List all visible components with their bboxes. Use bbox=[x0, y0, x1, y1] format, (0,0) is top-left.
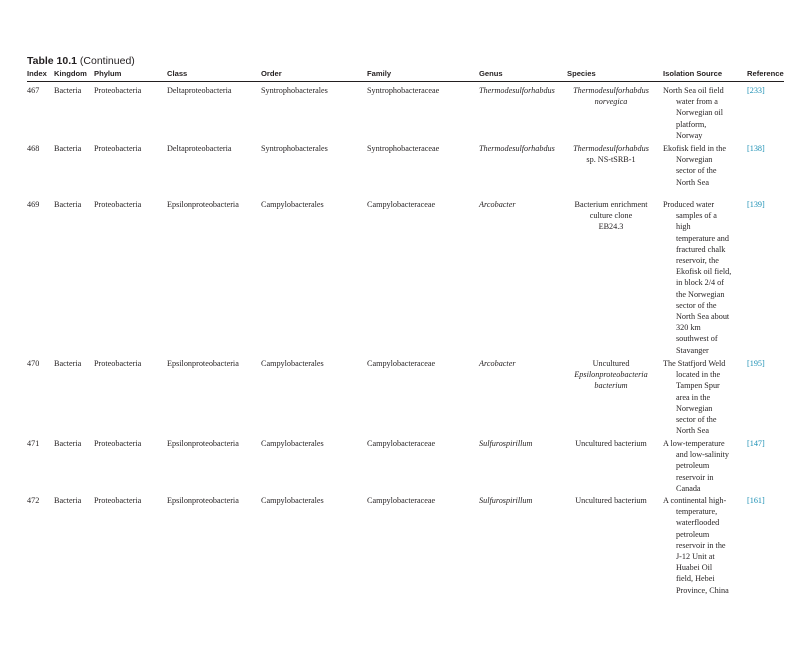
source-line: located in the bbox=[676, 370, 721, 380]
cell-order: Campylobacterales bbox=[261, 359, 324, 368]
source-line: samples of a bbox=[676, 211, 717, 221]
species-line: Bacterium enrichment bbox=[574, 200, 648, 209]
source-line: petroleum bbox=[676, 461, 710, 471]
cell-order: Syntrophobacterales bbox=[261, 144, 328, 153]
source-line: Canada bbox=[676, 483, 701, 493]
source-line: North Sea oil field bbox=[663, 86, 724, 95]
cell-family: Campylobacteraceae bbox=[367, 439, 436, 448]
species-line: Epsilonproteobacteria bbox=[574, 370, 648, 380]
species-line: Thermodesulforhabdus bbox=[573, 144, 649, 153]
table-row bbox=[27, 438, 784, 495]
table-row bbox=[27, 495, 784, 605]
cell-isolation-source bbox=[663, 358, 740, 436]
table-row bbox=[27, 358, 784, 438]
cell-kingdom: Bacteria bbox=[54, 496, 82, 505]
source-line: J-12 Unit at bbox=[676, 552, 715, 562]
source-line: Ekofisk oil field, bbox=[676, 267, 732, 277]
species-line: Uncultured bacterium bbox=[575, 496, 647, 505]
header-reference: Reference bbox=[747, 69, 784, 78]
header-species: Species bbox=[567, 69, 596, 78]
cell-order: Campylobacterales bbox=[261, 200, 324, 209]
organism-table bbox=[27, 68, 784, 595]
header-index: Index bbox=[27, 69, 47, 78]
cell-index: 471 bbox=[27, 439, 40, 448]
reference-link[interactable]: [233] bbox=[747, 86, 765, 95]
species-line: culture clone bbox=[589, 211, 633, 221]
cell-phylum: Proteobacteria bbox=[94, 439, 142, 448]
source-line: area in the bbox=[676, 392, 711, 402]
source-line: Norwegian oil bbox=[676, 108, 724, 118]
source-line: 320 km bbox=[676, 323, 701, 333]
cell-family: Campylobacteraceae bbox=[367, 200, 436, 209]
cell-index: 472 bbox=[27, 496, 40, 505]
species-line: EB24.3 bbox=[598, 222, 624, 232]
source-line: reservoir in bbox=[676, 472, 714, 482]
cell-order: Syntrophobacterales bbox=[261, 86, 328, 95]
cell-genus: Thermodesulforhabdus bbox=[479, 144, 555, 153]
species-line: norvegica bbox=[594, 97, 628, 107]
table-continued: (Continued) bbox=[79, 55, 135, 67]
header-isolation-source: Isolation Source bbox=[663, 69, 723, 78]
table-label: Table 10.1 bbox=[27, 55, 77, 67]
header-phylum: Phylum bbox=[94, 69, 122, 78]
cell-genus: Sulfurospirillum bbox=[479, 439, 533, 448]
source-line: sector of the bbox=[676, 300, 717, 310]
cell-class: Epsilonproteobacteria bbox=[167, 439, 239, 448]
cell-phylum: Proteobacteria bbox=[94, 86, 142, 95]
source-line: and low-salinity bbox=[676, 450, 729, 460]
source-line: A continental high- bbox=[663, 496, 727, 505]
source-line: reservoir, the bbox=[676, 256, 719, 266]
source-line: The Statfjord Weld bbox=[663, 359, 726, 368]
cell-family: Syntrophobacteraceae bbox=[367, 144, 440, 153]
cell-kingdom: Bacteria bbox=[54, 200, 82, 209]
cell-isolation-source bbox=[663, 438, 740, 494]
species-line: Uncultured bbox=[592, 359, 630, 368]
cell-index: 469 bbox=[27, 200, 40, 209]
cell-index: 467 bbox=[27, 86, 40, 95]
reference-link[interactable]: [139] bbox=[747, 200, 765, 209]
species-line: sp. NS-tSRB-1 bbox=[586, 155, 636, 165]
cell-family: Campylobacteraceae bbox=[367, 496, 436, 505]
header-family: Family bbox=[367, 69, 392, 78]
source-line: fractured chalk bbox=[676, 244, 726, 254]
source-line: Province, China bbox=[676, 585, 729, 595]
header-order: Order bbox=[261, 69, 282, 78]
cell-class: Epsilonproteobacteria bbox=[167, 200, 239, 209]
species-line: Uncultured bacterium bbox=[575, 439, 647, 448]
source-line: water from a bbox=[676, 97, 718, 107]
table-row bbox=[27, 143, 784, 199]
cell-class: Deltaproteobacteria bbox=[167, 86, 232, 95]
cell-class: Epsilonproteobacteria bbox=[167, 496, 239, 505]
species-line: Thermodesulforhabdus bbox=[573, 86, 649, 95]
source-line: the Norwegian bbox=[676, 289, 725, 299]
source-line: Norwegian bbox=[676, 403, 713, 413]
source-line: Huabei Oil bbox=[676, 563, 713, 573]
cell-species bbox=[565, 358, 657, 392]
cell-species bbox=[565, 495, 657, 506]
cell-class: Deltaproteobacteria bbox=[167, 144, 232, 153]
cell-index: 468 bbox=[27, 144, 40, 153]
cell-isolation-source bbox=[663, 143, 740, 188]
reference-link[interactable]: [147] bbox=[747, 439, 765, 448]
source-line: Stavanger bbox=[676, 345, 709, 355]
header-genus: Genus bbox=[479, 69, 503, 78]
table-caption bbox=[27, 55, 135, 67]
cell-genus: Arcobacter bbox=[479, 200, 516, 209]
source-line: platform, bbox=[676, 119, 707, 129]
cell-species bbox=[565, 143, 657, 165]
cell-order: Campylobacterales bbox=[261, 439, 324, 448]
cell-phylum: Proteobacteria bbox=[94, 359, 142, 368]
source-line: field, Hebei bbox=[676, 574, 715, 584]
cell-genus: Sulfurospirillum bbox=[479, 496, 533, 505]
cell-kingdom: Bacteria bbox=[54, 439, 82, 448]
cell-species bbox=[565, 438, 657, 449]
source-line: North Sea about bbox=[676, 312, 730, 322]
table-row bbox=[27, 85, 784, 143]
cell-isolation-source bbox=[663, 199, 740, 356]
cell-phylum: Proteobacteria bbox=[94, 200, 142, 209]
source-line: reservoir in the bbox=[676, 540, 726, 550]
source-line: high bbox=[676, 222, 691, 232]
cell-species bbox=[565, 199, 657, 233]
cell-kingdom: Bacteria bbox=[54, 86, 82, 95]
source-line: sector of the bbox=[676, 415, 717, 425]
source-line: sector of the bbox=[676, 166, 717, 176]
cell-isolation-source bbox=[663, 85, 740, 141]
table-header bbox=[27, 68, 784, 82]
cell-kingdom: Bacteria bbox=[54, 359, 82, 368]
species-line: bacterium bbox=[594, 381, 628, 391]
source-line: in block 2/4 of bbox=[676, 278, 724, 288]
cell-genus: Thermodesulforhabdus bbox=[479, 86, 555, 95]
cell-phylum: Proteobacteria bbox=[94, 496, 142, 505]
source-line: Norwegian bbox=[676, 155, 713, 165]
cell-family: Syntrophobacteraceae bbox=[367, 86, 440, 95]
cell-species bbox=[565, 85, 657, 107]
reference-link[interactable]: [138] bbox=[747, 144, 765, 153]
source-line: temperature and bbox=[676, 233, 729, 243]
source-line: Norway bbox=[676, 130, 703, 140]
cell-class: Epsilonproteobacteria bbox=[167, 359, 239, 368]
source-line: Produced water bbox=[663, 200, 715, 209]
source-line: waterflooded bbox=[676, 518, 720, 528]
source-line: North Sea bbox=[676, 177, 709, 187]
cell-index: 470 bbox=[27, 359, 40, 368]
reference-link[interactable]: [195] bbox=[747, 359, 765, 368]
source-line: petroleum bbox=[676, 529, 710, 539]
cell-kingdom: Bacteria bbox=[54, 144, 82, 153]
cell-genus: Arcobacter bbox=[479, 359, 516, 368]
cell-phylum: Proteobacteria bbox=[94, 144, 142, 153]
header-class: Class bbox=[167, 69, 188, 78]
table-row bbox=[27, 199, 784, 358]
cell-family: Campylobacteraceae bbox=[367, 359, 436, 368]
cell-order: Campylobacterales bbox=[261, 496, 324, 505]
header-kingdom: Kingdom bbox=[54, 69, 87, 78]
source-line: North Sea bbox=[676, 426, 709, 436]
source-line: Ekofisk field in the bbox=[663, 144, 726, 153]
source-line: temperature, bbox=[676, 507, 718, 517]
source-line: southwest of bbox=[676, 334, 718, 344]
source-line: Tampen Spur bbox=[676, 381, 720, 391]
reference-link[interactable]: [161] bbox=[747, 496, 765, 505]
source-line: A low-temperature bbox=[663, 439, 725, 448]
cell-isolation-source bbox=[663, 495, 740, 596]
